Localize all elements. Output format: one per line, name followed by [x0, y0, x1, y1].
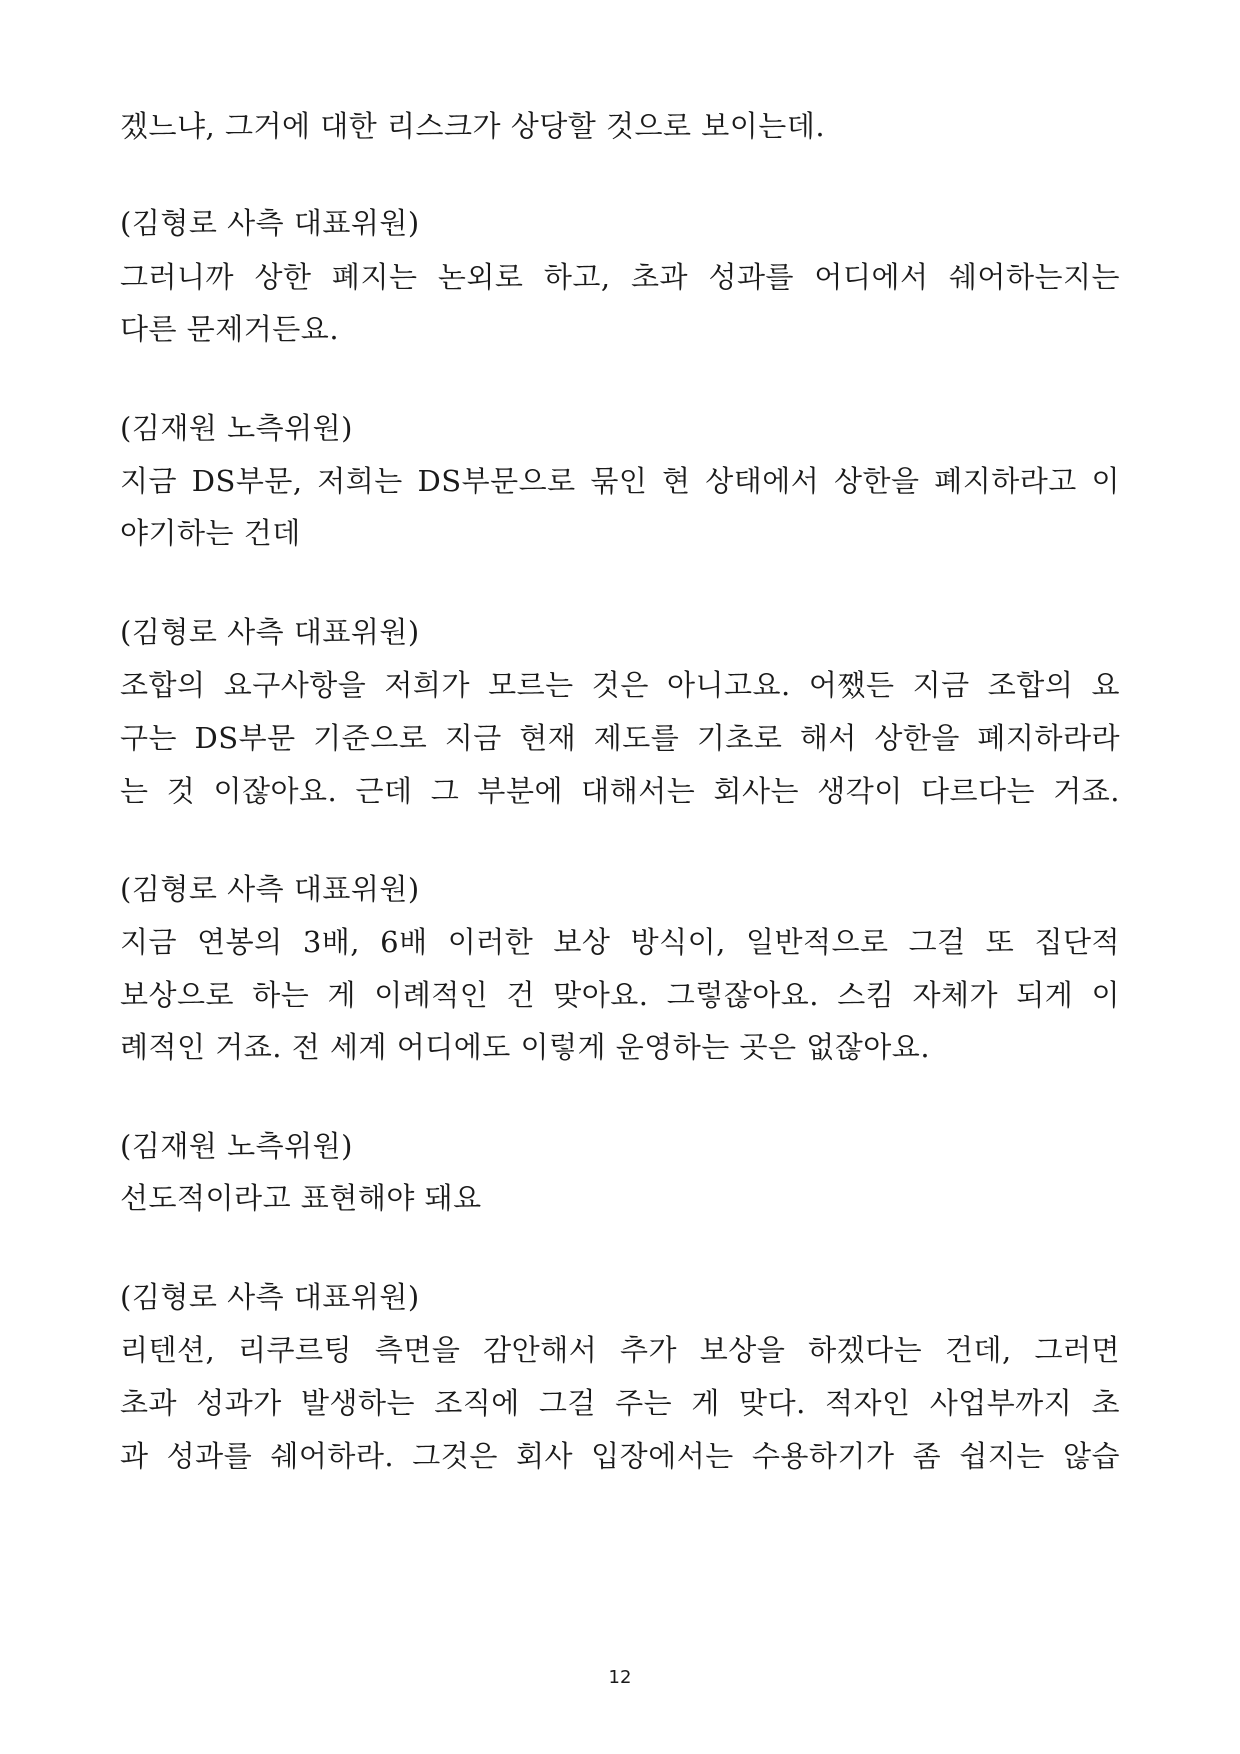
text-line: 리텐션, 리쿠르팅 측면을 감안해서 추가 보상을 하겠다는 건데, 그러면 — [120, 1333, 1120, 1367]
text-line: 례적인 거죠. 전 세계 어디에도 이렇게 운영하는 곳은 없잖아요. — [120, 1030, 931, 1064]
text-line: 지금 연봉의 3배, 6배 이러한 보상 방식이, 일반적으로 그걸 또 집단적 — [120, 925, 1120, 959]
text-line: 보상으로 하는 게 이례적인 건 맞아요. 그렇잖아요. 스킴 자체가 되게 이 — [120, 978, 1120, 1012]
text-line: 그러니까 상한 폐지는 논외로 하고, 초과 성과를 어디에서 쉐어하는지는 — [120, 260, 1120, 294]
text-line: 지금 DS부문, 저희는 DS부문으로 묶인 현 상태에서 상한을 폐지하라고 이 — [120, 464, 1120, 498]
speaker-label: (김형로 사측 대표위원) — [120, 872, 420, 906]
speaker-label: (김형로 사측 대표위원) — [120, 615, 420, 649]
text-line: 야기하는 건데 — [120, 516, 301, 550]
text-line: 조합의 요구사항을 저희가 모르는 것은 아니고요. 어쨌든 지금 조합의 요 — [120, 668, 1120, 702]
page-number: 12 — [608, 1667, 632, 1688]
text-line: 선도적이라고 표현해야 돼요 — [120, 1181, 482, 1215]
text-line: 는 것 이잖아요. 근데 그 부분에 대해서는 회사는 생각이 다르다는 거죠. — [120, 774, 1120, 808]
speaker-label: (김형로 사측 대표위원) — [120, 206, 420, 240]
speaker-label: (김재원 노측위원) — [120, 1129, 353, 1163]
speaker-label: (김형로 사측 대표위원) — [120, 1280, 420, 1314]
text-line: 초과 성과가 발생하는 조직에 그걸 주는 게 맞다. 적자인 사업부까지 초 — [120, 1386, 1120, 1420]
text-line: 겠느냐, 그거에 대한 리스크가 상당할 것으로 보이는데. — [120, 109, 826, 143]
text-line: 과 성과를 쉐어하라. 그것은 회사 입장에서는 수용하기가 좀 쉽지는 않습 — [120, 1439, 1120, 1473]
speaker-label: (김재원 노측위원) — [120, 411, 353, 445]
text-line: 다른 문제거든요. — [120, 312, 340, 346]
text-line: 구는 DS부문 기준으로 지금 현재 제도를 기초로 해서 상한을 폐지하라라 — [120, 721, 1120, 755]
